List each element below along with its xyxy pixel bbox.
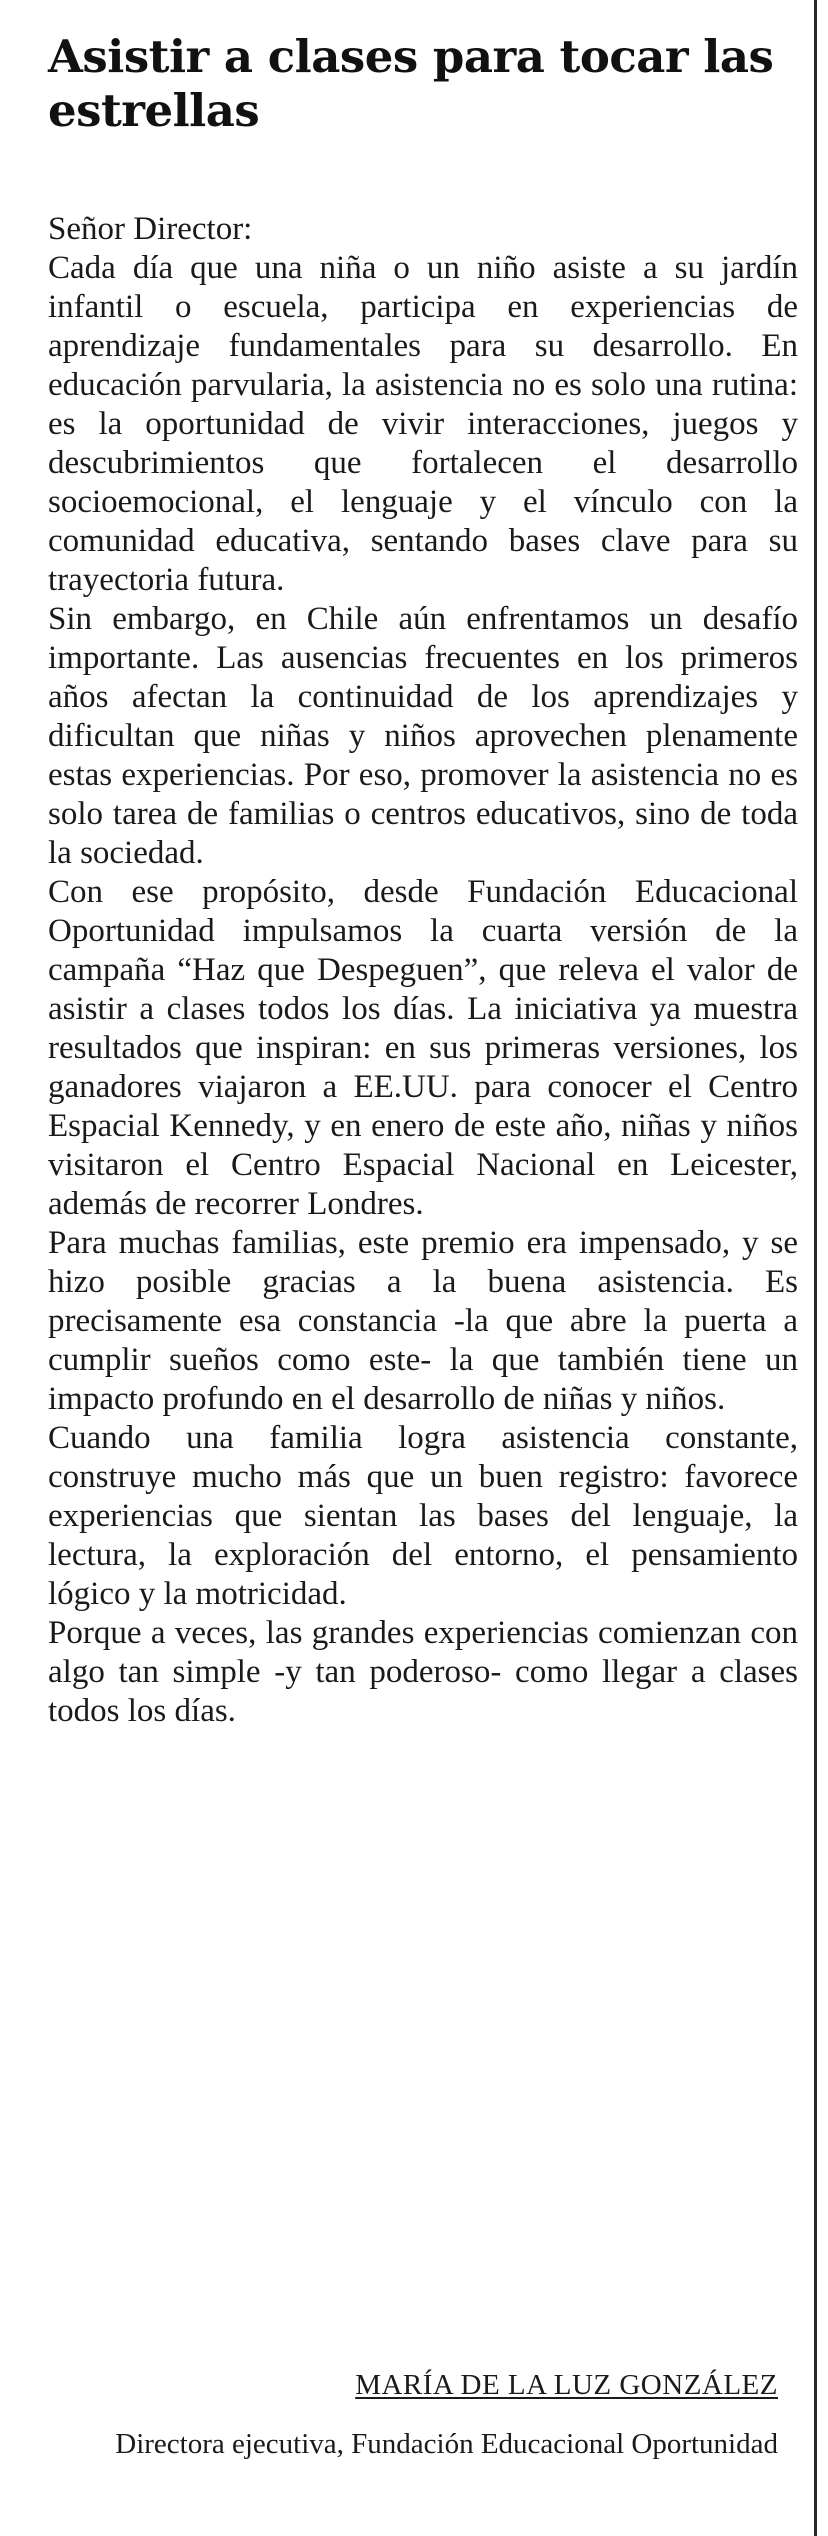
article-headline: Asistir a clases para tocar las estrellas	[48, 30, 774, 137]
article-body	[48, 210, 798, 1731]
salutation: Señor Director:	[48, 211, 253, 247]
author-signature: MARÍA DE LA LUZ GONZÁLEZ	[355, 2369, 778, 2401]
paragraph-4: Para muchas familias, este premio era impensado, y se hizo posible gracias a la buena asistencia. Es precisamente esa constancia -la que abre la puerta a cumplir sueños como este- la que también tiene un impacto profundo en el desarrollo de niñas y niños.	[48, 1225, 798, 1417]
author-role: Directora ejecutiva, Fundación Educacional Oportunidad	[115, 2428, 778, 2460]
paragraph-2: Sin embargo, en Chile aún enfrentamos un desafío importante. Las ausencias frecuentes en los primeros años afectan la continuidad de los aprendizajes y dificultan que niñas y niños aprovechen plenamente estas experiencias. Por eso, promover la asistencia no es solo tarea de familias o centros educativos, sino de toda la sociedad.	[48, 601, 798, 871]
paragraph-6: Porque a veces, las grandes experiencias comienzan con algo tan simple -y tan poderoso- como llegar a clases todos los días.	[48, 1615, 798, 1729]
paragraph-3: Con ese propósito, desde Fundación Educacional Oportunidad impulsamos la cuarta versión de la campaña “Haz que Despeguen”, que releva el valor de asistir a clases todos los días. La iniciativa ya muestra resultados que inspiran: en sus primeras versiones, los ganadores viajaron a EE.UU. para conocer el Centro Espacial Kennedy, y en enero de este año, niñas y niños visitaron el Centro Espacial Nacional en Leicester, además de recorrer Londres.	[48, 874, 798, 1222]
paragraph-5: Cuando una familia logra asistencia constante, construye mucho más que un buen registro: favorece experiencias que sientan las bases del lenguaje, la lectura, la exploración del entorno, el pensamiento lógico y la motricidad.	[48, 1420, 798, 1612]
paragraph-1: Cada día que una niña o un niño asiste a su jardín infantil o escuela, participa en experiencias de aprendizaje fundamentales para su desarrollo. En educación parvularia, la asistencia no es solo una rutina: es la oportunidad de vivir interacciones, juegos y descubrimientos que fortalecen el desarrollo socioemocional, el lenguaje y el vínculo con la comunidad educativa, sentando bases clave para su trayectoria futura.	[48, 250, 798, 598]
